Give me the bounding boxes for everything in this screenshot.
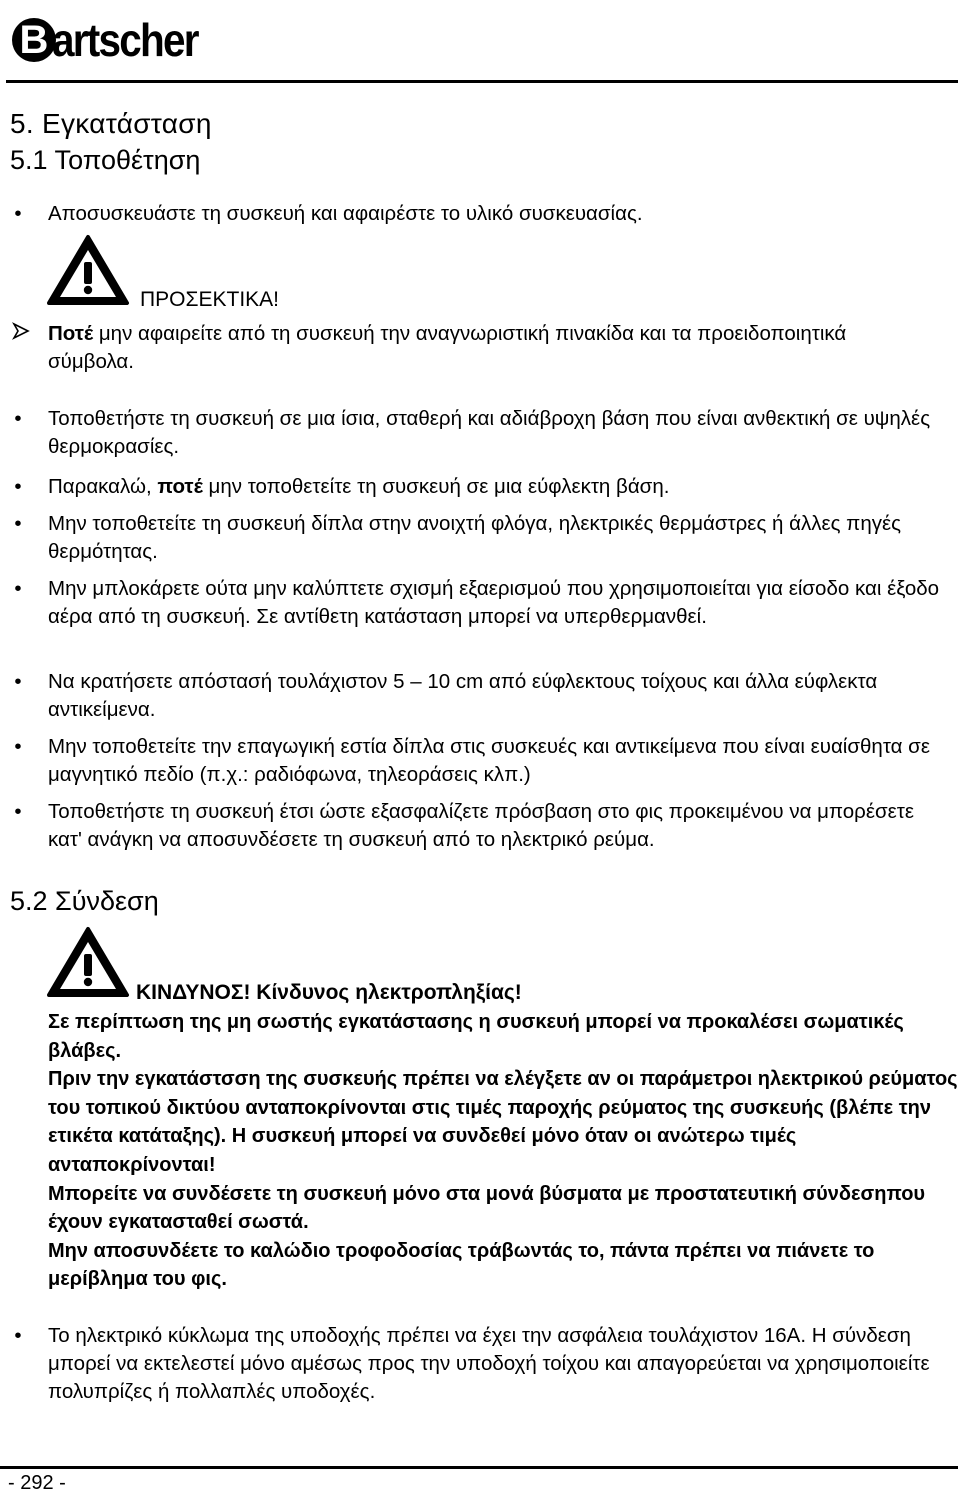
bullet-icon: • [14, 407, 22, 430]
page-number: - 292 - [8, 1472, 66, 1494]
item-text: Τοποθετήστε τη συσκευή σε μια ίσια, σταθερή και αδιάβροχη βάση που είναι ανθεκτική σε υψηλές θερμοκρασίες. [48, 407, 931, 458]
danger-paragraph: Μπορείτε να συνδέσετε τη συσκευή μόνο στα μονά βύσματα με προστατευτική σύνδεσηπου έχουν εγκατασταθεί σωστά. [48, 1182, 926, 1234]
list-item [14, 405, 948, 461]
caution-bold: Ποτέ [48, 322, 94, 345]
logo-mark: B [12, 18, 56, 62]
bartscher-logo [12, 4, 218, 76]
subsection-title-placement: 5.1 Τοποθέτηση [10, 145, 201, 175]
bullet-icon: • [14, 202, 22, 225]
bullet-icon: • [14, 475, 22, 498]
footer-rule [0, 1466, 958, 1469]
list-item [14, 200, 948, 228]
arrow-bullet-icon [12, 320, 30, 350]
list-item [14, 798, 948, 854]
list-item [14, 1322, 948, 1406]
caution-item [48, 320, 928, 376]
list-item [14, 473, 948, 501]
item-text: Μην μπλοκάρετε ούτα μην καλύπτετε σχισμή εξαερισμού που χρησιμοποιείται για είσοδο και έξοδο αέρα από τη συσκευή. Σε αντίθετη κατάσταση μπορεί να υπερθερμανθεί. [48, 577, 940, 628]
danger-paragraph: Σε περίπτωση της μη σωστής εγκατάστασης η συσκευή μπορεί να προκαλέσει σωματικές βλάβες. [48, 1011, 904, 1062]
section-title: 5. Εγκατάσταση [10, 108, 212, 139]
caution-title: ΠΡΟΣΕΚΤΙΚΑ! [140, 288, 280, 311]
danger-notice [48, 1008, 958, 1294]
item-text-pre: Παρακαλώ, [48, 475, 158, 498]
item-text: Τοποθετήστε τη συσκευή έτσι ώστε εξασφαλίζετε πρόσβαση στο φις προκειμένου να μπορέσετε κατ' ανάγκη να αποσυνδέσετε τη συσκευή από το ηλεκτρικό ρεύμα. [48, 800, 915, 851]
list-item [14, 510, 948, 566]
warning-triangle-icon [46, 926, 130, 998]
item-text: Να κρατήσετε απόστασή τουλάχιστον 5 – 10 cm από εύφλεκτους τοίχους και άλλα εύφλεκτα αντικείμενα. [48, 670, 878, 721]
item-text-post: μην τοποθετείτε τη συσκευή σε μια εύφλεκτη βάση. [202, 475, 670, 498]
item-text-bold: ποτέ [157, 475, 203, 498]
danger-title: ΚΙΝΔΥΝΟΣ! Κίνδυνος ηλεκτροπληξίας! [136, 981, 522, 1004]
list-item [14, 575, 948, 631]
bullet-icon: • [14, 800, 22, 823]
bullet-icon: • [14, 735, 22, 758]
bullet-icon: • [14, 1324, 22, 1347]
danger-paragraph: Μην αποσυνδέετε το καλώδιο τροφοδοσίας τράβωντάς το, πάντα πρέπει να πιάνετε το μερίβλημα του φις. [48, 1239, 875, 1291]
item-text: Το ηλεκτρικό κύκλωμα της υποδοχής πρέπει να έχει την ασφάλεια τουλάχιστον 16A. Η σύνδεση μπορεί να εκτελεστεί μόνο αμέσως προς την υποδοχή τοίχου και απαγορεύεται να χρησιμοποιείτε πολυπρίζες ή πολλαπλές υποδοχές. [48, 1324, 930, 1403]
item-text: Μην τοποθετείτε τη συσκευή δίπλα στην ανοιχτή φλόγα, ηλεκτρικές θερμάστρες ή άλλες πηγές θερμότητας. [48, 512, 901, 563]
bullet-icon: • [14, 670, 22, 693]
header-rule [6, 80, 958, 83]
list-item [14, 668, 948, 724]
list-item [14, 733, 948, 789]
page-header [6, 4, 956, 84]
danger-paragraph: Πριν την εγκατάστσση της συσκευής πρέπει να ελέγξετε αν οι παράμετροι ηλεκτρικού ρεύματος του τοπικού δικτύου ανταποκρίνονται στις τιμές παροχής ρεύματος της συσκευής (βλέπε την ετικέτα κατάταξης). Η συσκευή μπορεί να συνδεθεί μόνο όταν οι ανώτερω τιμές ανταποκρίνονται! [48, 1068, 958, 1176]
item-text: Μην τοποθετείτε την επαγωγική εστία δίπλα στις συσκευές και αντικείμενα που είναι ευαίσθητα σε μαγνητικό πεδίο (π.χ.: ραδιόφωνα, τηλεοράσεις κλπ.) [48, 735, 930, 786]
subsection-title-connection: 5.2 Σύνδεση [10, 886, 159, 916]
bullet-icon: • [14, 577, 22, 600]
warning-triangle-icon [46, 234, 130, 306]
bullet-icon: • [14, 512, 22, 535]
item-text: Αποσυσκευάστε τη συσκευή και αφαιρέστε το υλικό συσκευασίας. [48, 202, 643, 225]
logo-text: artscher [52, 14, 198, 66]
caution-text: μην αφαιρείτε από τη συσκευή την αναγνωριστική πινακίδα και τα προειδοποιητικά σύμβολα. [48, 322, 847, 373]
